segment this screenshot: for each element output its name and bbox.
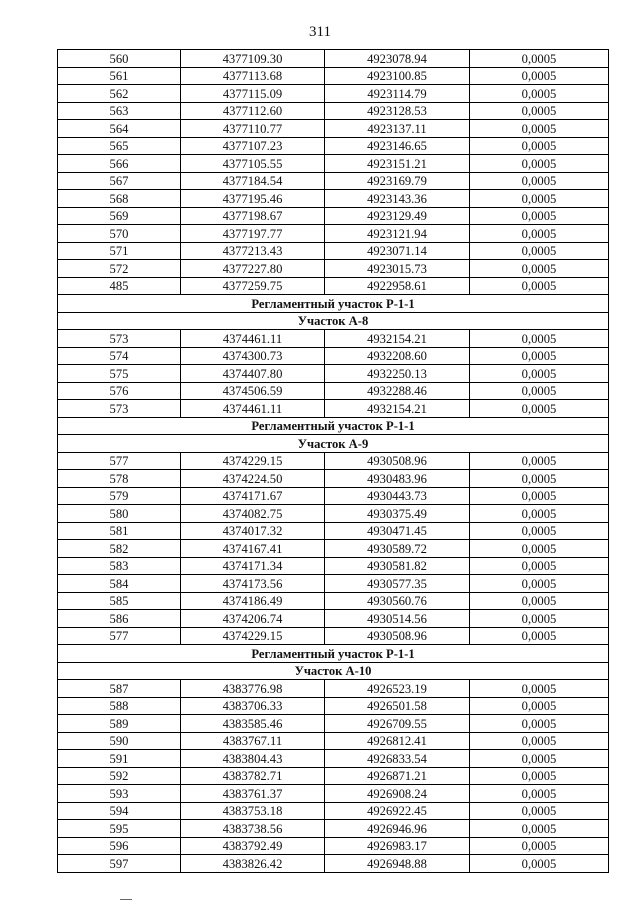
section-title-row xyxy=(58,295,609,313)
accuracy-value: 0,0005 xyxy=(470,505,609,523)
accuracy-value: 0,0005 xyxy=(470,155,609,173)
accuracy-value: 0,0005 xyxy=(470,102,609,120)
table-row xyxy=(58,610,609,628)
accuracy-value: 0,0005 xyxy=(470,50,609,68)
accuracy-value: 0,0005 xyxy=(470,190,609,208)
y-coordinate: 4926709.55 xyxy=(325,715,470,733)
point-number: 567 xyxy=(58,172,181,190)
accuracy-value: 0,0005 xyxy=(470,67,609,85)
x-coordinate: 4377113.68 xyxy=(181,67,325,85)
accuracy-value: 0,0005 xyxy=(470,557,609,575)
accuracy-value: 0,0005 xyxy=(470,802,609,820)
x-coordinate: 4383753.18 xyxy=(181,802,325,820)
x-coordinate: 4374082.75 xyxy=(181,505,325,523)
accuracy-value: 0,0005 xyxy=(470,785,609,803)
accuracy-value: 0,0005 xyxy=(470,715,609,733)
y-coordinate: 4930577.35 xyxy=(325,575,470,593)
y-coordinate: 4926871.21 xyxy=(325,767,470,785)
x-coordinate: 4377107.23 xyxy=(181,137,325,155)
y-coordinate: 4932208.60 xyxy=(325,347,470,365)
y-coordinate: 4926946.96 xyxy=(325,820,470,838)
table-row xyxy=(58,802,609,820)
table-row xyxy=(58,67,609,85)
point-number: 565 xyxy=(58,137,181,155)
section-subtitle: Участок А-10 xyxy=(58,662,609,680)
accuracy-value: 0,0005 xyxy=(470,855,609,873)
table-row xyxy=(58,207,609,225)
table-row xyxy=(58,382,609,400)
point-number: 564 xyxy=(58,120,181,138)
point-number: 580 xyxy=(58,505,181,523)
table-row xyxy=(58,242,609,260)
point-number: 574 xyxy=(58,347,181,365)
table-row xyxy=(58,820,609,838)
section-subtitle: Участок А-9 xyxy=(58,435,609,453)
section-subtitle-row xyxy=(58,435,609,453)
x-coordinate: 4377184.54 xyxy=(181,172,325,190)
table-row xyxy=(58,50,609,68)
accuracy-value: 0,0005 xyxy=(470,592,609,610)
section-title-row xyxy=(58,417,609,435)
y-coordinate: 4930375.49 xyxy=(325,505,470,523)
table-row xyxy=(58,172,609,190)
point-number: 569 xyxy=(58,207,181,225)
x-coordinate: 4377213.43 xyxy=(181,242,325,260)
x-coordinate: 4383706.33 xyxy=(181,697,325,715)
x-coordinate: 4377197.77 xyxy=(181,225,325,243)
point-number: 576 xyxy=(58,382,181,400)
y-coordinate: 4926908.24 xyxy=(325,785,470,803)
x-coordinate: 4374229.15 xyxy=(181,452,325,470)
y-coordinate: 4932288.46 xyxy=(325,382,470,400)
point-number: 562 xyxy=(58,85,181,103)
point-number: 485 xyxy=(58,277,181,295)
y-coordinate: 4923015.73 xyxy=(325,260,470,278)
table-row xyxy=(58,557,609,575)
y-coordinate: 4926983.17 xyxy=(325,837,470,855)
table-row xyxy=(58,732,609,750)
x-coordinate: 4377110.77 xyxy=(181,120,325,138)
section-subtitle-row xyxy=(58,312,609,330)
accuracy-value: 0,0005 xyxy=(470,750,609,768)
footer-mark xyxy=(120,899,132,900)
x-coordinate: 4374407.80 xyxy=(181,365,325,383)
section-title-row xyxy=(58,645,609,663)
accuracy-value: 0,0005 xyxy=(470,260,609,278)
coordinates-table-body xyxy=(58,50,609,873)
x-coordinate: 4383761.37 xyxy=(181,785,325,803)
x-coordinate: 4377198.67 xyxy=(181,207,325,225)
y-coordinate: 4923169.79 xyxy=(325,172,470,190)
point-number: 578 xyxy=(58,470,181,488)
table-row xyxy=(58,137,609,155)
table-row xyxy=(58,452,609,470)
point-number: 573 xyxy=(58,330,181,348)
x-coordinate: 4374017.32 xyxy=(181,522,325,540)
x-coordinate: 4383782.71 xyxy=(181,767,325,785)
accuracy-value: 0,0005 xyxy=(470,575,609,593)
accuracy-value: 0,0005 xyxy=(470,452,609,470)
accuracy-value: 0,0005 xyxy=(470,610,609,628)
table-row xyxy=(58,190,609,208)
y-coordinate: 4930514.56 xyxy=(325,610,470,628)
point-number: 561 xyxy=(58,67,181,85)
table-row xyxy=(58,400,609,418)
y-coordinate: 4922958.61 xyxy=(325,277,470,295)
point-number: 566 xyxy=(58,155,181,173)
x-coordinate: 4377105.55 xyxy=(181,155,325,173)
accuracy-value: 0,0005 xyxy=(470,225,609,243)
table-row xyxy=(58,715,609,733)
accuracy-value: 0,0005 xyxy=(470,470,609,488)
table-row xyxy=(58,347,609,365)
accuracy-value: 0,0005 xyxy=(470,837,609,855)
accuracy-value: 0,0005 xyxy=(470,207,609,225)
point-number: 585 xyxy=(58,592,181,610)
page-number: 311 xyxy=(309,24,331,40)
y-coordinate: 4930443.73 xyxy=(325,487,470,505)
x-coordinate: 4383738.56 xyxy=(181,820,325,838)
point-number: 582 xyxy=(58,540,181,558)
x-coordinate: 4374461.11 xyxy=(181,400,325,418)
point-number: 587 xyxy=(58,680,181,698)
x-coordinate: 4377112.60 xyxy=(181,102,325,120)
point-number: 597 xyxy=(58,855,181,873)
x-coordinate: 4374229.15 xyxy=(181,627,325,645)
table-row xyxy=(58,592,609,610)
section-subtitle: Участок А-8 xyxy=(58,312,609,330)
x-coordinate: 4383804.43 xyxy=(181,750,325,768)
y-coordinate: 4923078.94 xyxy=(325,50,470,68)
y-coordinate: 4923129.49 xyxy=(325,207,470,225)
x-coordinate: 4374171.34 xyxy=(181,557,325,575)
accuracy-value: 0,0005 xyxy=(470,767,609,785)
table-row xyxy=(58,855,609,873)
table-row xyxy=(58,680,609,698)
point-number: 577 xyxy=(58,452,181,470)
y-coordinate: 4923071.14 xyxy=(325,242,470,260)
x-coordinate: 4374167.41 xyxy=(181,540,325,558)
table-row xyxy=(58,627,609,645)
x-coordinate: 4377227.80 xyxy=(181,260,325,278)
x-coordinate: 4374173.56 xyxy=(181,575,325,593)
x-coordinate: 4374461.11 xyxy=(181,330,325,348)
y-coordinate: 4932250.13 xyxy=(325,365,470,383)
y-coordinate: 4932154.21 xyxy=(325,400,470,418)
point-number: 581 xyxy=(58,522,181,540)
table-row xyxy=(58,277,609,295)
point-number: 577 xyxy=(58,627,181,645)
point-number: 571 xyxy=(58,242,181,260)
point-number: 590 xyxy=(58,732,181,750)
point-number: 588 xyxy=(58,697,181,715)
x-coordinate: 4377195.46 xyxy=(181,190,325,208)
x-coordinate: 4383776.98 xyxy=(181,680,325,698)
y-coordinate: 4923143.36 xyxy=(325,190,470,208)
y-coordinate: 4930483.96 xyxy=(325,470,470,488)
point-number: 573 xyxy=(58,400,181,418)
y-coordinate: 4930508.96 xyxy=(325,452,470,470)
point-number: 560 xyxy=(58,50,181,68)
table-row xyxy=(58,487,609,505)
y-coordinate: 4930581.82 xyxy=(325,557,470,575)
point-number: 583 xyxy=(58,557,181,575)
y-coordinate: 4926948.88 xyxy=(325,855,470,873)
table-row xyxy=(58,225,609,243)
table-row xyxy=(58,470,609,488)
x-coordinate: 4374300.73 xyxy=(181,347,325,365)
x-coordinate: 4383585.46 xyxy=(181,715,325,733)
accuracy-value: 0,0005 xyxy=(470,697,609,715)
point-number: 595 xyxy=(58,820,181,838)
accuracy-value: 0,0005 xyxy=(470,137,609,155)
point-number: 586 xyxy=(58,610,181,628)
coordinates-table xyxy=(57,49,609,873)
x-coordinate: 4383792.49 xyxy=(181,837,325,855)
y-coordinate: 4926922.45 xyxy=(325,802,470,820)
accuracy-value: 0,0005 xyxy=(470,382,609,400)
accuracy-value: 0,0005 xyxy=(470,487,609,505)
accuracy-value: 0,0005 xyxy=(470,277,609,295)
accuracy-value: 0,0005 xyxy=(470,820,609,838)
section-title: Регламентный участок Р-1-1 xyxy=(58,417,609,435)
accuracy-value: 0,0005 xyxy=(470,680,609,698)
table-row xyxy=(58,575,609,593)
table-row xyxy=(58,540,609,558)
accuracy-value: 0,0005 xyxy=(470,522,609,540)
table-row xyxy=(58,697,609,715)
table-row xyxy=(58,522,609,540)
table-row xyxy=(58,102,609,120)
point-number: 593 xyxy=(58,785,181,803)
point-number: 570 xyxy=(58,225,181,243)
y-coordinate: 4923137.11 xyxy=(325,120,470,138)
x-coordinate: 4374206.74 xyxy=(181,610,325,628)
y-coordinate: 4926812.41 xyxy=(325,732,470,750)
accuracy-value: 0,0005 xyxy=(470,330,609,348)
y-coordinate: 4930508.96 xyxy=(325,627,470,645)
y-coordinate: 4926833.54 xyxy=(325,750,470,768)
point-number: 572 xyxy=(58,260,181,278)
y-coordinate: 4930589.72 xyxy=(325,540,470,558)
point-number: 584 xyxy=(58,575,181,593)
accuracy-value: 0,0005 xyxy=(470,85,609,103)
table-row xyxy=(58,785,609,803)
x-coordinate: 4383767.11 xyxy=(181,732,325,750)
y-coordinate: 4930560.76 xyxy=(325,592,470,610)
table-row xyxy=(58,365,609,383)
y-coordinate: 4923151.21 xyxy=(325,155,470,173)
table-row xyxy=(58,750,609,768)
x-coordinate: 4377115.09 xyxy=(181,85,325,103)
point-number: 594 xyxy=(58,802,181,820)
section-subtitle-row xyxy=(58,662,609,680)
accuracy-value: 0,0005 xyxy=(470,365,609,383)
table-row xyxy=(58,85,609,103)
accuracy-value: 0,0005 xyxy=(470,172,609,190)
table-row xyxy=(58,155,609,173)
table-row xyxy=(58,260,609,278)
point-number: 579 xyxy=(58,487,181,505)
y-coordinate: 4930471.45 xyxy=(325,522,470,540)
y-coordinate: 4923121.94 xyxy=(325,225,470,243)
y-coordinate: 4932154.21 xyxy=(325,330,470,348)
point-number: 596 xyxy=(58,837,181,855)
accuracy-value: 0,0005 xyxy=(470,732,609,750)
x-coordinate: 4383826.42 xyxy=(181,855,325,873)
accuracy-value: 0,0005 xyxy=(470,400,609,418)
y-coordinate: 4926501.58 xyxy=(325,697,470,715)
accuracy-value: 0,0005 xyxy=(470,120,609,138)
point-number: 589 xyxy=(58,715,181,733)
x-coordinate: 4374506.59 xyxy=(181,382,325,400)
x-coordinate: 4377109.30 xyxy=(181,50,325,68)
x-coordinate: 4377259.75 xyxy=(181,277,325,295)
table-row xyxy=(58,837,609,855)
table-row xyxy=(58,330,609,348)
point-number: 592 xyxy=(58,767,181,785)
accuracy-value: 0,0005 xyxy=(470,347,609,365)
section-title: Регламентный участок Р-1-1 xyxy=(58,645,609,663)
point-number: 591 xyxy=(58,750,181,768)
accuracy-value: 0,0005 xyxy=(470,627,609,645)
point-number: 575 xyxy=(58,365,181,383)
y-coordinate: 4926523.19 xyxy=(325,680,470,698)
point-number: 563 xyxy=(58,102,181,120)
x-coordinate: 4374171.67 xyxy=(181,487,325,505)
x-coordinate: 4374186.49 xyxy=(181,592,325,610)
table-row xyxy=(58,120,609,138)
point-number: 568 xyxy=(58,190,181,208)
table-row xyxy=(58,767,609,785)
y-coordinate: 4923100.85 xyxy=(325,67,470,85)
table-row xyxy=(58,505,609,523)
y-coordinate: 4923114.79 xyxy=(325,85,470,103)
y-coordinate: 4923146.65 xyxy=(325,137,470,155)
section-title: Регламентный участок Р-1-1 xyxy=(58,295,609,313)
y-coordinate: 4923128.53 xyxy=(325,102,470,120)
accuracy-value: 0,0005 xyxy=(470,540,609,558)
x-coordinate: 4374224.50 xyxy=(181,470,325,488)
accuracy-value: 0,0005 xyxy=(470,242,609,260)
